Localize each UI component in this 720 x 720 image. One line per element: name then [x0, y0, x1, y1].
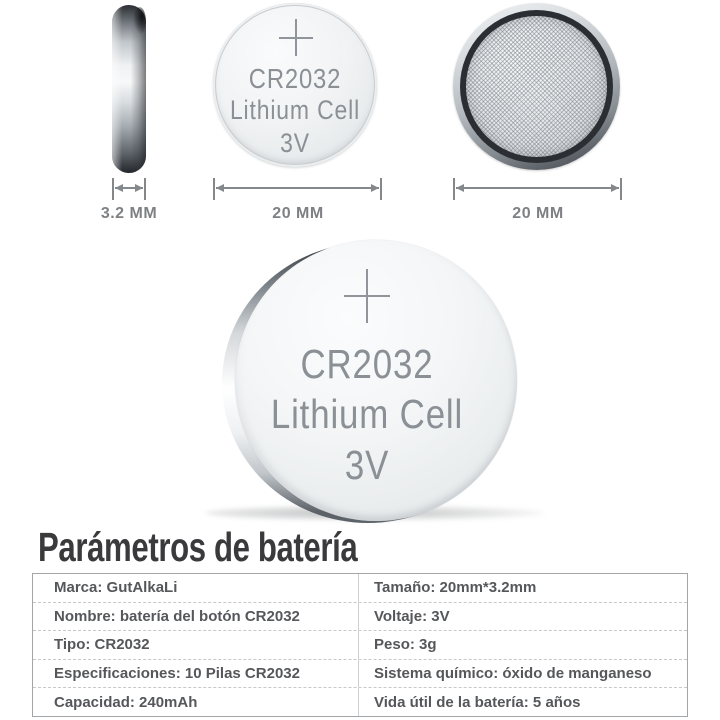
spec-cell-sistema-quimico: Sistema químico: óxido de manganeso — [374, 665, 652, 683]
battery-model-text: CR2032 — [248, 63, 342, 94]
plus-icon — [344, 269, 390, 323]
spec-cell-tamano: Tamaño: 20mm*3.2mm — [374, 579, 537, 597]
plus-icon — [279, 19, 313, 56]
back-diameter-dimension-line — [456, 187, 619, 189]
thickness-label: 3.2 MM — [100, 205, 158, 222]
table-row — [33, 659, 687, 688]
spec-cell-nombre: Nombre: batería del botón CR2032 — [33, 603, 359, 631]
dimension-tick — [380, 178, 382, 200]
battery-back-view — [453, 3, 620, 170]
table-row — [33, 602, 687, 631]
spec-cell-tipo: Tipo: CR2032 — [33, 631, 359, 659]
battery-voltage-text: 3V — [280, 128, 310, 158]
spec-cell-peso: Peso: 3g — [374, 636, 437, 654]
specs-table — [32, 573, 688, 717]
spec-cell-capacidad: Capacidad: 240mAh — [33, 688, 359, 716]
battery-chemistry-text: Lithium Cell — [229, 95, 361, 125]
table-row — [33, 687, 687, 716]
battery-front-view — [213, 3, 377, 167]
battery-side-view — [112, 5, 146, 173]
dimension-tick — [453, 178, 455, 200]
spec-cell-especificaciones: Especificaciones: 10 Pilas CR2032 — [33, 660, 359, 688]
table-row — [33, 574, 687, 602]
dimension-tick — [620, 178, 622, 200]
section-title: Parámetros de batería — [38, 524, 358, 570]
battery-model-text: CR2032 — [300, 341, 434, 387]
back-diameter-label: 20 MM — [512, 205, 564, 222]
front-diameter-dimension-line — [216, 187, 379, 189]
battery-voltage-text: 3V — [344, 442, 390, 488]
dimension-tick — [112, 178, 114, 200]
table-row — [33, 630, 687, 659]
spec-cell-marca: Marca: GutAlkaLi — [33, 574, 359, 602]
dimension-tick — [213, 178, 215, 200]
spec-cell-voltaje: Voltaje: 3V — [374, 607, 450, 625]
battery-chemistry-text: Lithium Cell — [270, 391, 464, 437]
dimension-tick — [144, 178, 146, 200]
battery-side-notch — [133, 7, 146, 35]
thickness-dimension-line — [115, 187, 143, 189]
battery-large-view — [235, 240, 517, 521]
battery-knurled-surface — [466, 16, 607, 157]
spec-cell-vida-util: Vida útil de la batería: 5 años — [374, 693, 581, 711]
front-diameter-label: 20 MM — [272, 205, 324, 222]
